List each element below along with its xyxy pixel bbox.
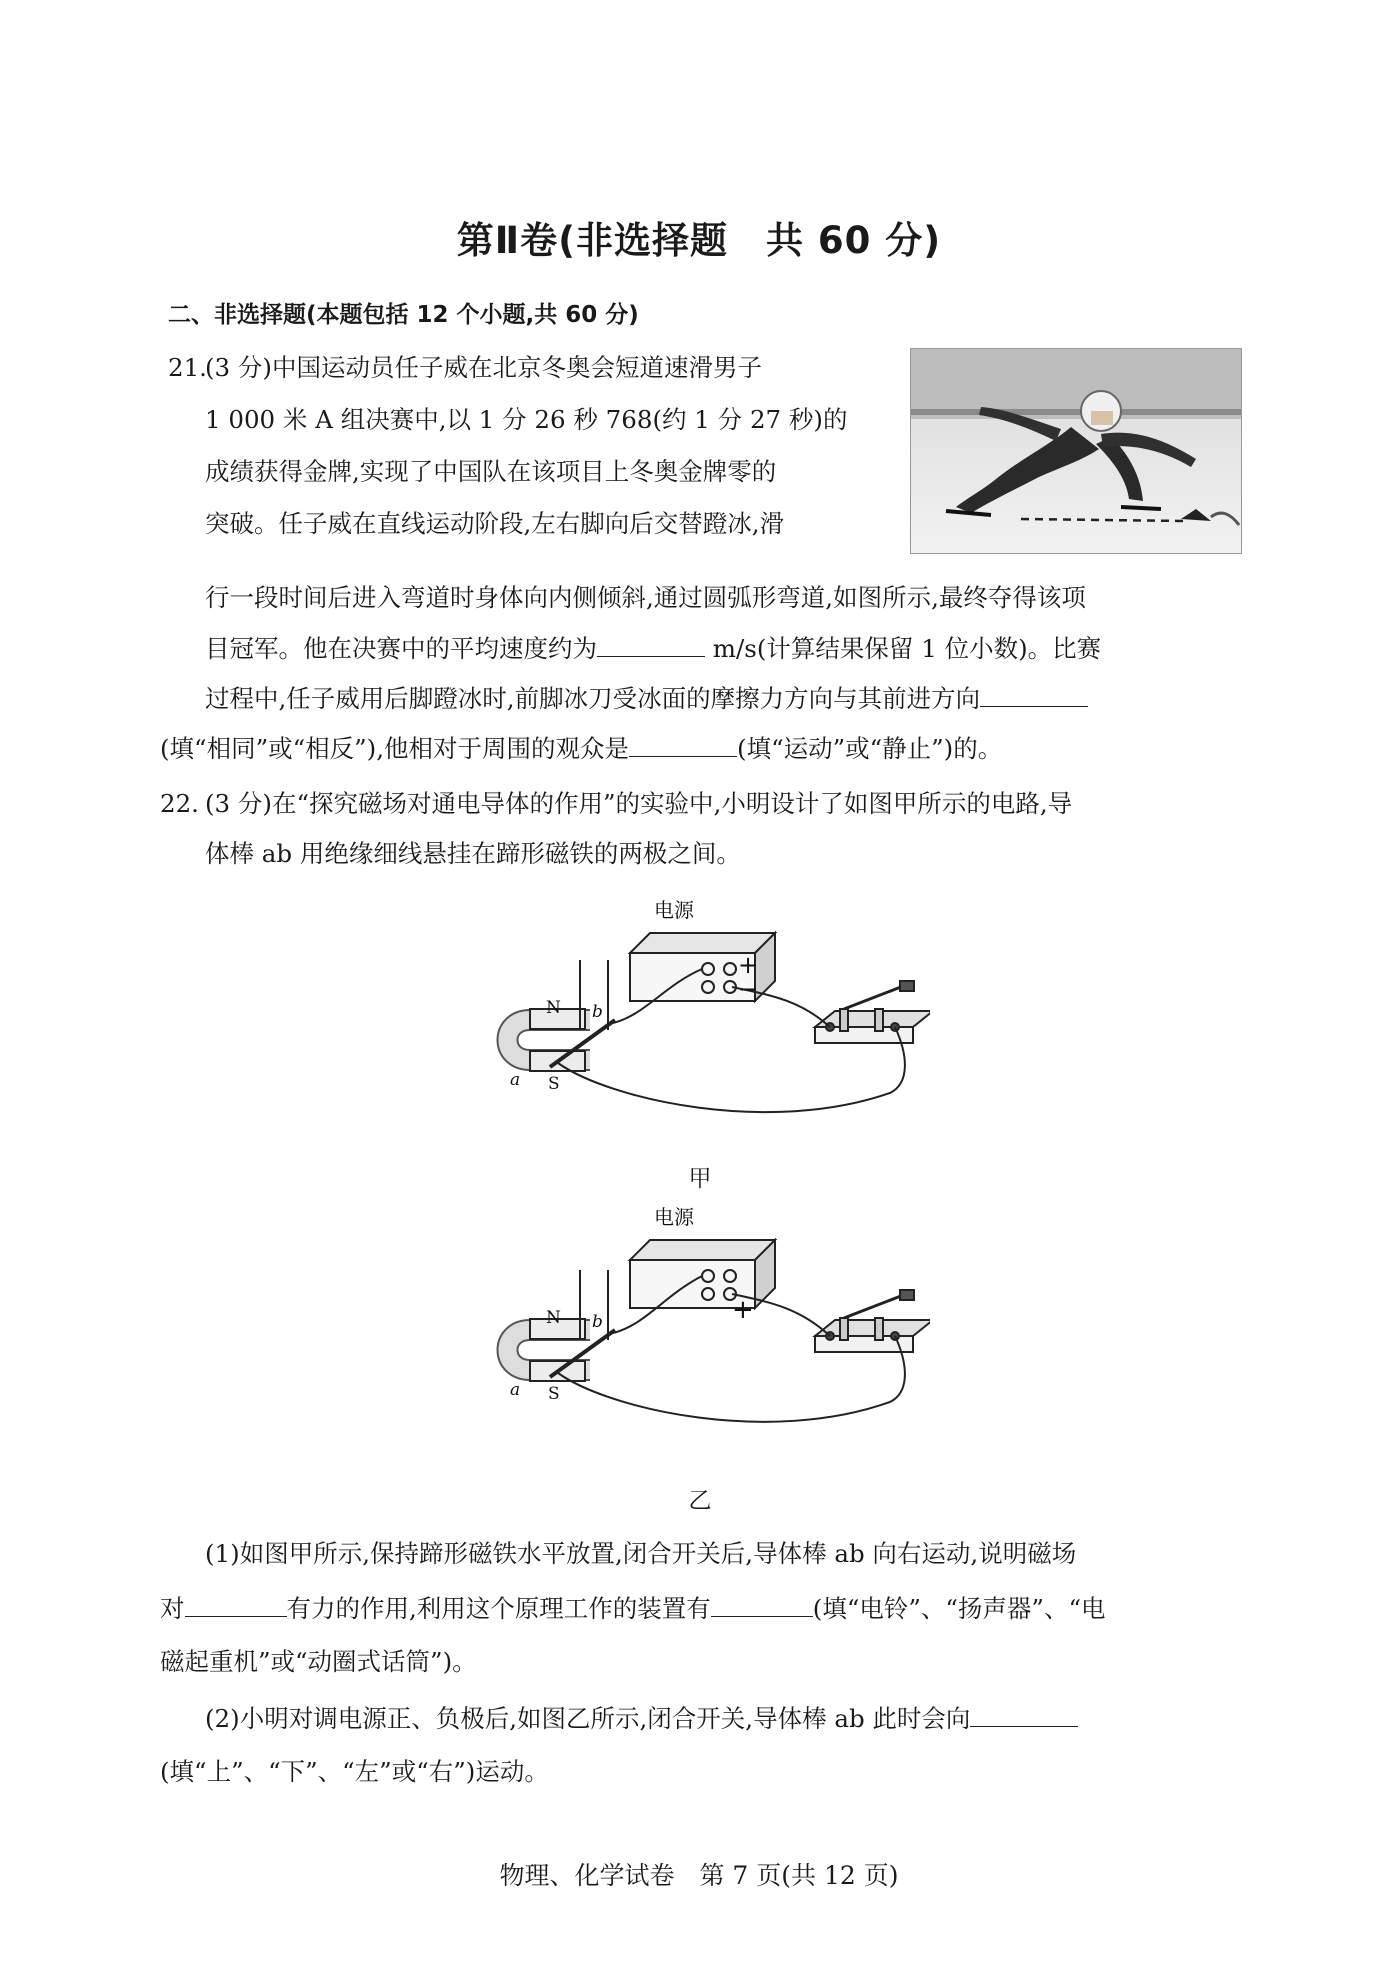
q22-line-1: (3 分)在“探究磁场对通电导体的作用”的实验中,小明设计了如图甲所示的电路,导 bbox=[205, 789, 1073, 818]
q21-line-6-text-a: 目冠军。他在决赛中的平均速度约为 bbox=[205, 634, 597, 663]
plus-sign-b: + bbox=[732, 1295, 754, 1325]
q22-part1-text-c: (填“电铃”、“扬声器”、“电 bbox=[812, 1594, 1106, 1623]
q21-line-8-text-b: (填“运动”或“静止”)的。 bbox=[737, 734, 1003, 763]
answer-blank-direction[interactable] bbox=[970, 1700, 1078, 1727]
q21-line-4: 突破。任子威在直线运动阶段,左右脚向后交替蹬冰,滑 bbox=[205, 509, 785, 538]
q21-line-1: (3 分)中国运动员任子威在北京冬奥会短道速滑男子 bbox=[205, 353, 762, 382]
north-pole-label-b: N bbox=[546, 1308, 561, 1328]
answer-blank-device[interactable] bbox=[711, 1590, 813, 1617]
figure-caption-b: 乙 bbox=[688, 1488, 712, 1514]
page-footer: 物理、化学试卷 第 7 页(共 12 页) bbox=[499, 1861, 899, 1890]
q21-line-7 bbox=[205, 680, 1088, 717]
point-b-label-b: b bbox=[592, 1312, 603, 1332]
minus-sign-a: − bbox=[738, 975, 759, 1003]
q21-line-6 bbox=[205, 630, 1101, 667]
q22-part1-line-1: (1)如图甲所示,保持蹄形磁铁水平放置,闭合开关后,导体棒 ab 向右运动,说明磁场 bbox=[205, 1539, 1077, 1568]
point-a-label-b: a bbox=[510, 1380, 521, 1400]
plus-sign-a: + bbox=[738, 951, 759, 979]
answer-blank-force-target[interactable] bbox=[185, 1590, 287, 1617]
q21-line-3: 成绩获得金牌,实现了中国队在该项目上冬奥金牌零的 bbox=[205, 457, 777, 486]
power-label-a: 电源 bbox=[654, 898, 694, 922]
q22-part1-text-a: 对 bbox=[160, 1594, 185, 1623]
answer-blank-friction[interactable] bbox=[980, 680, 1088, 707]
answer-blank-motion[interactable] bbox=[629, 730, 737, 757]
q22-number: 22. bbox=[160, 789, 199, 818]
power-label-b: 电源 bbox=[654, 1205, 694, 1229]
q22-part2-line-2: (填“上”、“下”、“左”或“右”)运动。 bbox=[160, 1757, 549, 1786]
q21-line-8 bbox=[160, 730, 1002, 767]
point-a-label-a: a bbox=[510, 1070, 521, 1090]
south-pole-label-a: S bbox=[548, 1074, 560, 1094]
answer-blank-speed[interactable] bbox=[597, 630, 705, 657]
q22-line-2: 体棒 ab 用绝缘细线悬挂在蹄形磁铁的两极之间。 bbox=[205, 839, 741, 868]
q22-part1-line-3: 磁起重机”或“动圈式话筒”)。 bbox=[160, 1647, 477, 1676]
north-pole-label-a: N bbox=[546, 998, 561, 1018]
figure-caption-a: 甲 bbox=[688, 1166, 712, 1192]
q22-part2-text: (2)小明对调电源正、负极后,如图乙所示,闭合开关,导体棒 ab 此时会向 bbox=[205, 1704, 971, 1733]
q21-line-8-text-a: (填“相同”或“相反”),他相对于周围的观众是 bbox=[160, 734, 630, 763]
south-pole-label-b: S bbox=[548, 1384, 560, 1404]
q22-part1-line-2 bbox=[160, 1590, 1105, 1627]
circuit-figure-a bbox=[470, 885, 930, 1135]
section-heading: 二、非选择题(本题包括 12 个小题,共 60 分) bbox=[168, 302, 639, 328]
q21-line-2: 1 000 米 A 组决赛中,以 1 分 26 秒 768(约 1 分 27 秒)的 bbox=[205, 405, 848, 434]
point-b-label-a: b bbox=[592, 1002, 603, 1022]
page-title: 第Ⅱ卷(非选择题 共 60 分) bbox=[456, 219, 942, 262]
skater-photo bbox=[910, 348, 1242, 554]
q21-line-6-text-b: m/s(计算结果保留 1 位小数)。比赛 bbox=[705, 634, 1102, 663]
q21-number: 21. bbox=[168, 353, 207, 382]
q22-part2-line-1 bbox=[205, 1700, 1078, 1737]
circuit-figure-b bbox=[470, 1190, 930, 1450]
q22-part1-text-b: 有力的作用,利用这个原理工作的装置有 bbox=[286, 1594, 711, 1623]
q21-line-7-text: 过程中,任子威用后脚蹬冰时,前脚冰刀受冰面的摩擦力方向与其前进方向 bbox=[205, 684, 981, 713]
q21-line-5: 行一段时间后进入弯道时身体向内侧倾斜,通过圆弧形弯道,如图所示,最终夺得该项 bbox=[205, 583, 1086, 612]
